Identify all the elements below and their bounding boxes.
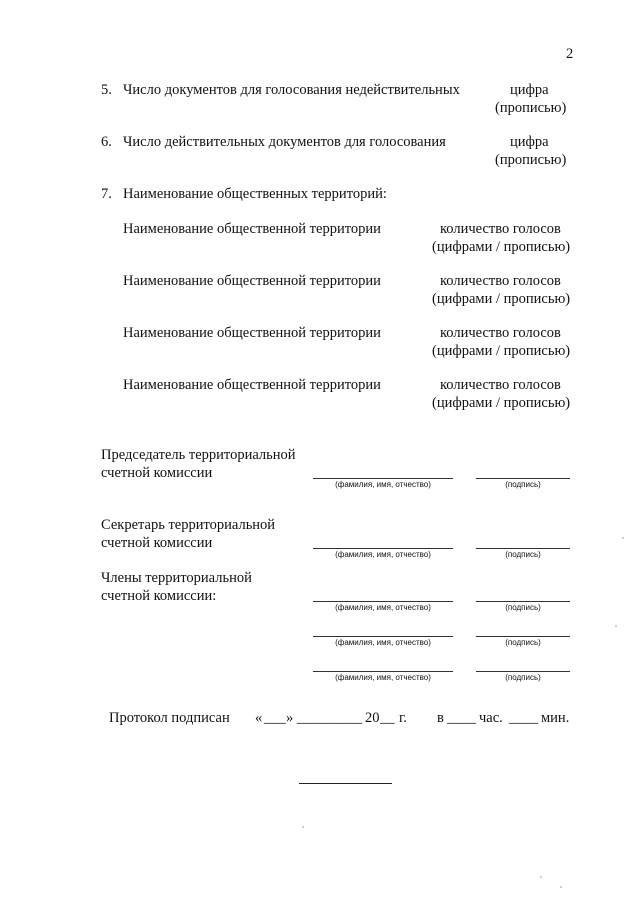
date-close-quote: » — [286, 710, 294, 726]
territory-votes-label: количество голосов — [440, 221, 561, 237]
fio-caption: (фамилия, имя, отчество) — [335, 603, 431, 612]
chairman-title: Председатель территориальной — [101, 447, 296, 463]
scan-speck — [615, 625, 617, 627]
year-prefix: 20 — [365, 710, 380, 726]
sign-caption: (подпись) — [505, 480, 541, 489]
territory-name: Наименование общественной территории — [123, 377, 381, 393]
sign-caption: (подпись) — [505, 673, 541, 682]
sign-line — [476, 601, 570, 602]
minute-blank: ____ — [509, 710, 538, 726]
item-right-label: цифра — [510, 82, 549, 98]
year-suffix: г. — [399, 710, 407, 726]
item-right-label: цифра — [510, 134, 549, 150]
territory-name: Наименование общественной территории — [123, 221, 381, 237]
territory-votes-label: количество голосов — [440, 325, 561, 341]
scan-speck — [302, 826, 304, 828]
fio-signature-line — [313, 636, 453, 637]
sign-caption: (подпись) — [505, 638, 541, 647]
sign-caption: (подпись) — [505, 603, 541, 612]
item-number: 5. — [101, 82, 112, 98]
fio-caption: (фамилия, имя, отчество) — [335, 673, 431, 682]
members-title: Члены территориальной — [101, 570, 252, 586]
scan-speck — [622, 537, 624, 539]
scan-speck — [540, 876, 542, 878]
hour-label: час. — [479, 710, 503, 726]
item-right-sublabel: (прописью) — [495, 100, 567, 116]
fio-caption: (фамилия, имя, отчество) — [335, 480, 431, 489]
territory-votes-sublabel: (цифрами / прописью) — [432, 395, 571, 411]
page-number: 2 — [566, 46, 574, 62]
secretary-title: Секретарь территориальной — [101, 517, 276, 533]
members-title-2: счетной комиссии: — [101, 588, 217, 604]
item-number: 6. — [101, 134, 112, 150]
territory-votes-sublabel: (цифрами / прописью) — [432, 239, 571, 255]
sign-caption: (подпись) — [505, 550, 541, 559]
protocol-label: Протокол подписан — [109, 710, 230, 726]
territory-votes-label: количество голосов — [440, 377, 561, 393]
day-blank: ___ — [264, 710, 286, 726]
item-number: 7. — [101, 186, 112, 202]
fio-signature-line — [313, 478, 453, 479]
fio-caption: (фамилия, имя, отчество) — [335, 638, 431, 647]
item-text: Наименование общественных территорий: — [123, 186, 387, 202]
month-blank: _________ — [297, 710, 363, 726]
year-blank: __ — [380, 710, 395, 726]
fio-signature-line — [313, 548, 453, 549]
fio-caption: (фамилия, имя, отчество) — [335, 550, 431, 559]
item-text: Число действительных документов для голосования — [123, 134, 446, 150]
sign-line — [476, 671, 570, 672]
territory-name: Наименование общественной территории — [123, 325, 381, 341]
hour-blank: ____ — [447, 710, 476, 726]
sign-line — [476, 548, 570, 549]
territory-votes-sublabel: (цифрами / прописью) — [432, 291, 571, 307]
sign-line — [476, 636, 570, 637]
minute-label: мин. — [541, 710, 570, 726]
sign-line — [476, 478, 570, 479]
chairman-title-2: счетной комиссии — [101, 465, 213, 481]
end-divider — [299, 783, 392, 784]
fio-signature-line — [313, 671, 453, 672]
in-label: в — [437, 710, 444, 726]
territory-votes-sublabel: (цифрами / прописью) — [432, 343, 571, 359]
scan-speck — [560, 886, 562, 888]
secretary-title-2: счетной комиссии — [101, 535, 213, 551]
fio-signature-line — [313, 601, 453, 602]
item-right-sublabel: (прописью) — [495, 152, 567, 168]
item-text: Число документов для голосования недействительных — [123, 82, 460, 98]
date-open-quote: « — [255, 710, 263, 726]
territory-name: Наименование общественной территории — [123, 273, 381, 289]
territory-votes-label: количество голосов — [440, 273, 561, 289]
